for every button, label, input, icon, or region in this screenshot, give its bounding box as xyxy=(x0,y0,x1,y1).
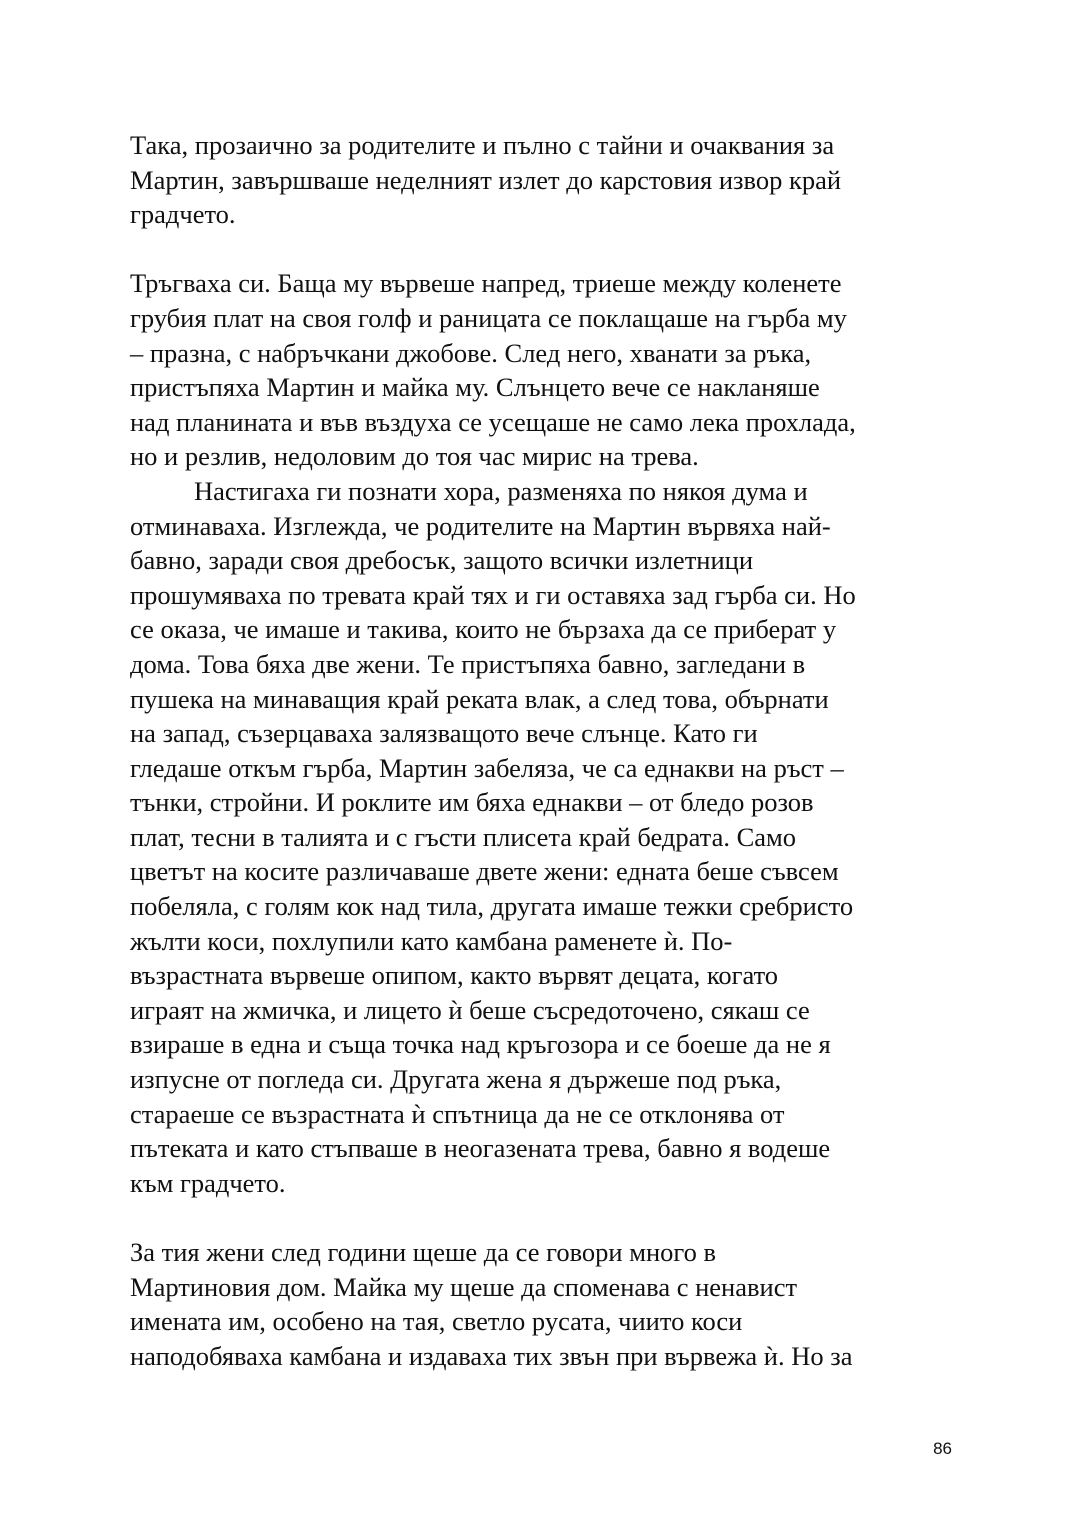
text-line: над планината и във въздуха се усещаше не само лека прохлада, xyxy=(130,406,856,437)
text-line: пътеката и като стъпваше в неогазената трева, бавно я водеше xyxy=(130,1133,831,1164)
text-line: Така, прозаично за родителите и пълно с тайни и очаквания за xyxy=(130,130,835,160)
page-body xyxy=(130,128,960,1373)
text-line: пушека на минаващия край реката влак, а след това, обърнати xyxy=(130,683,829,714)
text-line: пристъпяха Мартин и майка му. Слънцето вече се накланяше xyxy=(130,372,820,403)
text-line: играят на жмичка, и лицето ѝ беше съсредоточено, сякаш се xyxy=(130,994,810,1025)
text-line: побеляла, с голям кок над тила, другата имаше тежки сребристо xyxy=(130,891,854,922)
paragraph-4 xyxy=(130,1235,960,1373)
text-line: стараеше се възрастната ѝ спътница да не се отклонява от xyxy=(130,1098,785,1129)
paragraph-3 xyxy=(130,474,960,1200)
text-line: грубия плат на своя голф и раницата се поклащаше на гърба му xyxy=(130,302,847,333)
text-line: прошумяваха по тревата край тях и ги оставяха зад гърба си. Но xyxy=(130,579,856,610)
text-line: изпусне от погледа си. Другата жена я държеше под ръка, xyxy=(130,1064,782,1095)
paragraph-1 xyxy=(130,128,960,232)
text-line: към градчето. xyxy=(130,1167,286,1198)
text-line: градчето. xyxy=(130,199,236,230)
text-line: – празна, с набръчкани джобове. След него, хванати за ръка, xyxy=(130,337,812,368)
text-line: гледаше откъм гърба, Мартин забеляза, че са еднакви на ръст – xyxy=(130,752,844,783)
text-line: взираше в една и съща точка над кръгозора и се боеше да не я xyxy=(130,1029,831,1060)
text-line: цветът на косите различаваше двете жени: едната беше съвсем xyxy=(130,856,839,887)
page-number: 86 xyxy=(933,1439,952,1458)
text-line: бавно, заради своя дребосък, защото всички излетници xyxy=(130,545,753,576)
text-line: но и резлив, недоловим до тоя час мирис на трева. xyxy=(130,441,699,472)
text-line: дома. Това бяха две жени. Те пристъпяха бавно, загледани в xyxy=(130,648,806,679)
text-line: Мартин, завършваше неделният излет до карстовия извор край xyxy=(130,164,842,195)
text-line: наподобяваха камбана и издаваха тих звън при вървежа ѝ. Но за xyxy=(130,1340,853,1371)
text-line: Настигаха ги познати хора, разменяха по някоя дума и xyxy=(194,475,808,506)
text-line: жълти коси, похлупили като камбана раменете ѝ. По- xyxy=(130,925,733,956)
paragraph-gap xyxy=(130,232,960,267)
text-line: Тръгваха си. Баща му вървеше напред, триеше между коленете xyxy=(130,268,842,299)
text-line: възрастната вървеше опипом, както вървят децата, когато xyxy=(130,960,779,991)
text-line: плат, тесни в талията и с гъсти плисета край бедрата. Само xyxy=(130,821,797,852)
text-line: на запад, съзерцаваха залязващото вече слънце. Като ги xyxy=(130,718,758,749)
text-line: Мартиновия дом. Майка му щеше да споменава с ненавист xyxy=(130,1271,798,1302)
text-line: тънки, стройни. И роклите им бяха еднакви – от бледо розов xyxy=(130,787,814,818)
text-line: За тия жени след години щеше да се говори много в xyxy=(130,1237,717,1267)
text-line: се оказа, че имаше и такива, които не бързаха да се приберат у xyxy=(130,614,837,645)
paragraph-gap xyxy=(130,1200,960,1235)
text-line: имената им, особено на тая, светло русата, чиито коси xyxy=(130,1306,743,1337)
text-line: отминаваха. Изглежда, че родителите на Мартин вървяха най- xyxy=(130,510,831,541)
paragraph-2 xyxy=(130,266,960,474)
